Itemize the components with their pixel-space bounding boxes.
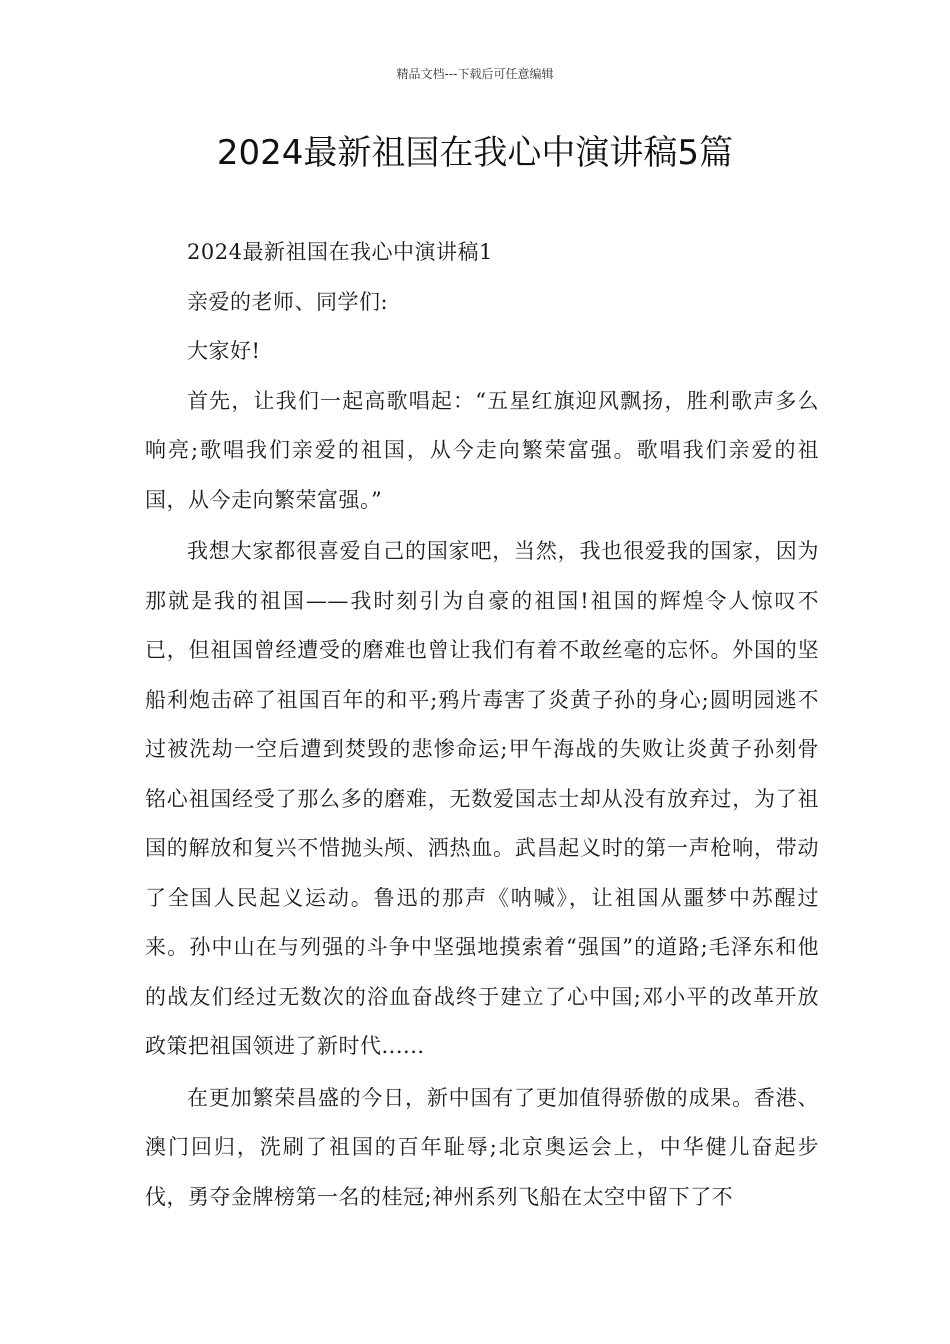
body-paragraph: 我想大家都很喜爱自己的国家吧，当然，我也很爱我的国家，因为那就是我的祖国——我时刻引为自豪的祖国!祖国的辉煌令人惊叹不已，但祖国曾经遭受的磨难也曾让我们有着不敢丝毫的忘怀。外国的坚船利炮击碎了祖国百年的和平;鸦片毒害了炎黄子孙的身心;圆明园逃不过被洗劫一空后遭到焚毁的悲惨命运;甲午海战的失败让炎黄子孙刻骨铭心祖国经受了那么多的磨难，无数爱国志士却从没有放弃过，为了祖国的解放和复兴不惜抛头颅、洒热血。武昌起义时的第一声枪响，带动了全国人民起义运动。鲁迅的那声《呐喊》，让祖国从噩梦中苏醒过来。孙中山在与列强的斗争中坚强地摸索着“强国”的道路;毛泽东和他的战友们经过无数次的浴血奋战终于建立了心中国;邓小平的改革开放政策把祖国领进了新时代...... — [145, 539, 819, 1058]
document-title: 2024最新祖国在我心中演讲稿5篇 — [216, 133, 734, 173]
document-body — [145, 228, 819, 1222]
page-header: 精品文档---下载后可任意编辑 — [396, 67, 554, 81]
salutation-paragraph: 亲爱的老师、同学们: — [187, 289, 389, 314]
body-paragraph: 首先，让我们一起高歌唱起：“五星红旗迎风飘扬，胜利歌声多么响亮;歌唱我们亲爱的祖国，从今走向繁荣富强。歌唱我们亲爱的祖国，从今走向繁荣富强。” — [145, 388, 819, 512]
greeting-paragraph: 大家好! — [187, 339, 261, 363]
subtitle-paragraph: 2024最新祖国在我心中演讲稿1 — [187, 240, 493, 264]
body-paragraph: 在更加繁荣昌盛的今日，新中国有了更加值得骄傲的成果。香港、澳门回归，洗刷了祖国的百年耻辱;北京奥运会上，中华健儿奋起步伐，勇夺金牌榜第一名的桂冠;神州系列飞船在太空中留下了不 — [145, 1085, 819, 1209]
